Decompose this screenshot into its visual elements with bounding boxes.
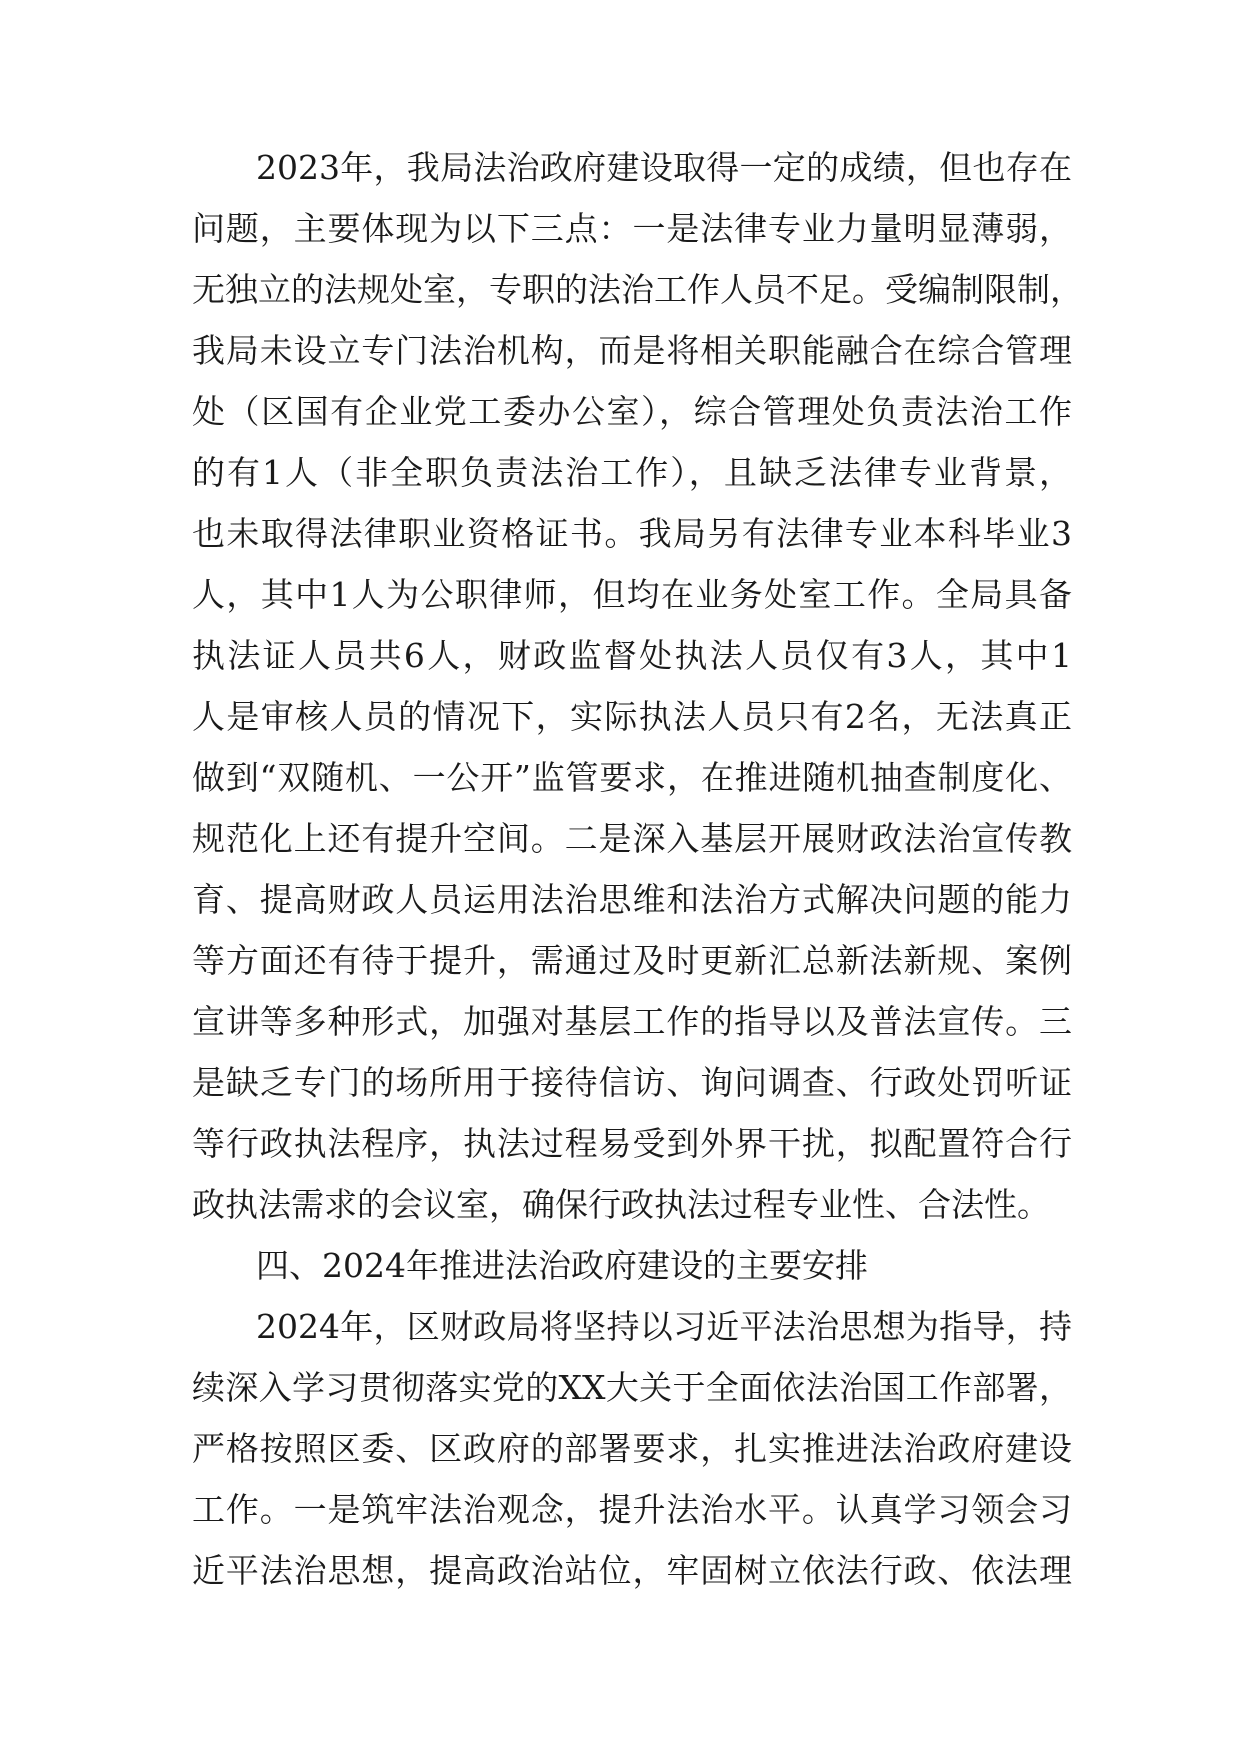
paragraph-1-line: 问题，主要体现为以下三点：一是法律专业力量明显薄弱， [192,209,1072,248]
paragraph-1-line: 无独立的法规处室，专职的法治工作人员不足。受编制限制， [192,270,1083,309]
section-heading: 四、2024年推进法治政府建设的主要安排 [256,1246,868,1285]
paragraph-1-line: 执法证人员共6人，财政监督处执法人员仅有3人，其中1 [192,636,1072,675]
paragraph-2-line: 2024年，区财政局将坚持以习近平法治思想为指导，持 [256,1307,1072,1346]
paragraph-1-line: 也未取得法律职业资格证书。我局另有法律专业本科毕业3 [192,514,1072,553]
paragraph-1-line: 处（区国有企业党工委办公室），综合管理处负责法治工作 [192,392,1072,431]
paragraph-2-line: 近平法治思想，提高政治站位，牢固树立依法行政、依法理 [192,1551,1072,1590]
paragraph-2-line: 续深入学习贯彻落实党的XX大关于全面依法治国工作部署， [192,1368,1072,1407]
paragraph-1-line: 育、提高财政人员运用法治思维和法治方式解决问题的能力 [192,880,1072,919]
paragraph-1-line: 人，其中1人为公职律师，但均在业务处室工作。全局具备 [192,575,1072,614]
paragraph-1-line: 2023年，我局法治政府建设取得一定的成绩，但也存在 [256,148,1072,187]
paragraph-1-line: 的有1人（非全职负责法治工作），且缺乏法律专业背景， [192,453,1072,492]
paragraph-1-line: 等行政执法程序，执法过程易受到外界干扰，拟配置符合行 [192,1124,1072,1163]
paragraph-1-line: 我局未设立专门法治机构，而是将相关职能融合在综合管理 [192,331,1072,370]
paragraph-1-line: 政执法需求的会议室，确保行政执法过程专业性、合法性。 [192,1185,1050,1224]
paragraph-1-line: 做到“双随机、一公开”监管要求，在推进随机抽查制度化、 [192,758,1072,797]
paragraph-1-line: 人是审核人员的情况下，实际执法人员只有2名，无法真正 [192,697,1072,736]
paragraph-1-line: 宣讲等多种形式，加强对基层工作的指导以及普法宣传。三 [192,1002,1072,1041]
paragraph-1-line: 规范化上还有提升空间。二是深入基层开展财政法治宣传教 [192,819,1072,858]
paragraph-1-line: 等方面还有待于提升，需通过及时更新汇总新法新规、案例 [192,941,1072,980]
paragraph-2-line: 工作。一是筑牢法治观念，提升法治水平。认真学习领会习 [192,1490,1072,1529]
paragraph-2-line: 严格按照区委、区政府的部署要求，扎实推进法治政府建设 [192,1429,1072,1468]
paragraph-1-line: 是缺乏专门的场所用于接待信访、询问调查、行政处罚听证 [192,1063,1072,1102]
